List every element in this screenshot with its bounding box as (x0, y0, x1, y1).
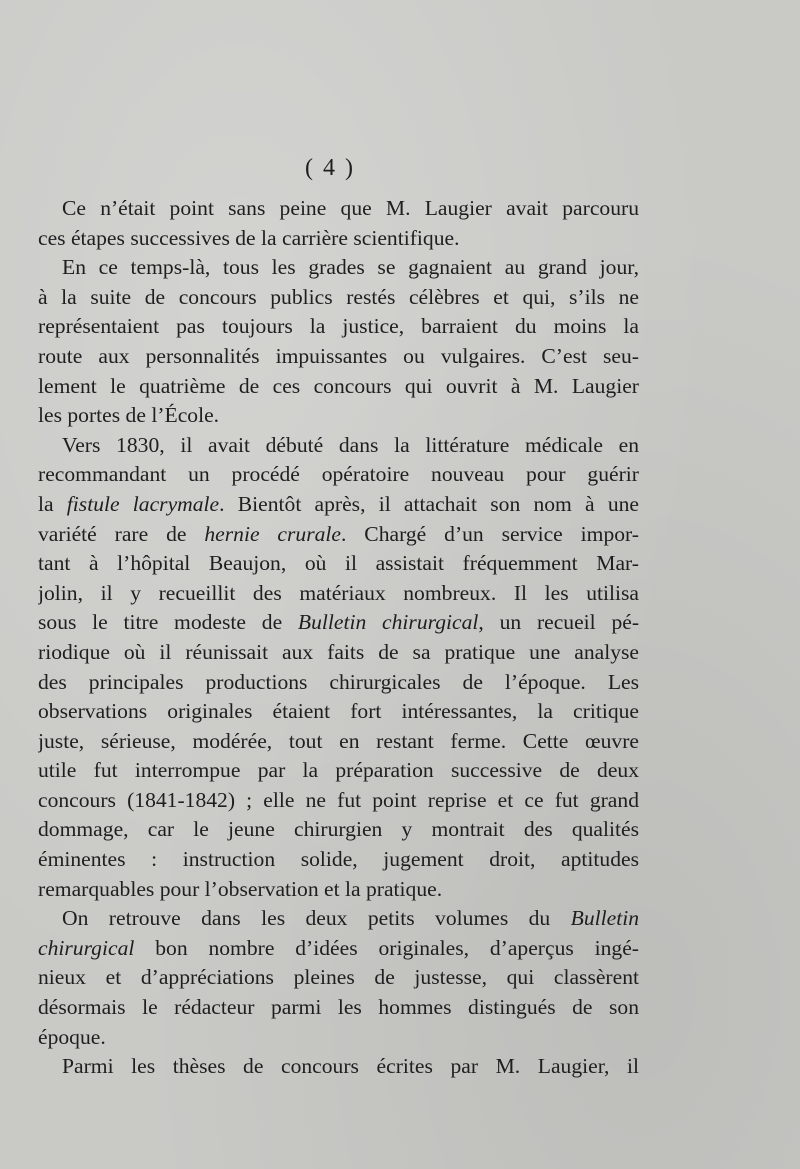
text-line (38, 549, 639, 579)
paragraph (38, 904, 639, 1052)
line-text: éminentes : instruction solide, jugement droit, aptitudes (38, 847, 639, 872)
line-text: dommage, car le jeune chirurgien y montrait des qualités (38, 817, 639, 842)
line-text: bon nombre d’idées originales, d’aperçus ingé- (134, 935, 639, 960)
line-text: les portes de l’École. (38, 403, 220, 428)
italic-title-text: Bulletin chirurgical (297, 610, 479, 635)
text-line (38, 697, 639, 727)
text-line (38, 608, 639, 638)
text-line (38, 224, 639, 254)
text-line (38, 401, 639, 431)
text-line (38, 845, 639, 875)
text-line (38, 668, 639, 698)
text-line (38, 815, 639, 845)
line-text: Ce n’était point sans peine que M. Laugier avait parcouru (62, 196, 639, 220)
line-text: tant à l’hôpital Beaujon, où il assistait fréquemment Mar- (38, 551, 639, 576)
paragraph (38, 194, 639, 253)
text-line (38, 993, 639, 1023)
page-number: ( 4 ) (305, 155, 355, 181)
line-text: concours (1841-1842) ; elle ne fut point reprise et ce fut grand (38, 787, 639, 812)
paragraph (38, 1052, 639, 1082)
line-text: riodique où il réunissait aux faits de sa pratique une analyse (38, 639, 639, 664)
text-line (38, 372, 639, 402)
line-text: Vers 1830, il avait débuté dans la littérature médicale en (62, 432, 639, 457)
line-text: observations originales étaient fort intéressantes, la critique (38, 699, 639, 724)
body-text (38, 194, 639, 1082)
text-line (38, 904, 639, 934)
text-line (38, 312, 639, 342)
line-text: juste, sérieuse, modérée, tout en restant ferme. Cette œuvre (38, 728, 639, 753)
line-text: On retrouve dans les deux petits volumes du (62, 906, 571, 931)
line-text: époque. (38, 1024, 106, 1049)
paragraph (38, 253, 639, 431)
text-line (38, 963, 639, 993)
line-text: représentaient pas toujours la justice, barraient du moins la (38, 314, 639, 339)
text-line (38, 342, 639, 372)
text-line (38, 490, 639, 520)
text-line (38, 638, 639, 668)
line-text: la (38, 491, 67, 516)
text-line (38, 934, 639, 964)
text-line (38, 253, 639, 283)
line-text: jolin, il y recueillit des matériaux nombreux. Il les utilisa (38, 580, 639, 605)
line-text: Parmi les thèses de concours écrites par M. Laugier, il (62, 1054, 639, 1079)
text-line (38, 727, 639, 757)
line-text: recommandant un procédé opératoire nouveau pour guérir (38, 462, 639, 487)
line-text: remarquables pour l’observation et la pratique. (38, 876, 443, 901)
line-text: nieux et d’appréciations pleines de justesse, qui classèrent (38, 965, 639, 990)
line-text: , un recueil pé- (478, 610, 639, 635)
line-text: . Bientôt après, il attachait son nom à une (219, 491, 639, 516)
text-line (38, 520, 639, 550)
text-line (38, 786, 639, 816)
line-text: ces étapes successives de la carrière scientifique. (38, 225, 460, 250)
line-text: variété rare de (38, 521, 205, 546)
text-line (38, 756, 639, 786)
italic-title-text: fistule lacrymale (66, 491, 220, 516)
text-line (38, 875, 639, 905)
line-text: sous le titre modeste de (38, 610, 298, 635)
line-text: désormais le rédacteur parmi les hommes distingués de son (38, 995, 639, 1020)
italic-title-text: chirurgical (38, 935, 135, 960)
text-line (38, 1052, 639, 1082)
text-line (38, 194, 639, 224)
line-text: utile fut interrompue par la préparation successive de deux (38, 758, 639, 783)
text-line (38, 283, 639, 313)
line-text: des principales productions chirurgicales de l’époque. Les (38, 669, 639, 694)
paragraph (38, 431, 639, 905)
line-text: à la suite de concours publics restés célèbres et qui, s’ils ne (38, 284, 639, 309)
italic-title-text: hernie crurale (204, 521, 341, 546)
line-text: . Chargé d’un service impor- (341, 521, 639, 546)
text-line (38, 431, 639, 461)
line-text: En ce temps-là, tous les grades se gagnaient au grand jour, (62, 255, 639, 280)
line-text: route aux personnalités impuissantes ou vulgaires. C’est seu- (38, 343, 639, 368)
text-line (38, 579, 639, 609)
text-line (38, 1023, 639, 1053)
line-text: lement le quatrième de ces concours qui ouvrit à M. Laugier (38, 373, 639, 398)
text-line (38, 460, 639, 490)
italic-title-text: Bulletin (570, 906, 639, 931)
